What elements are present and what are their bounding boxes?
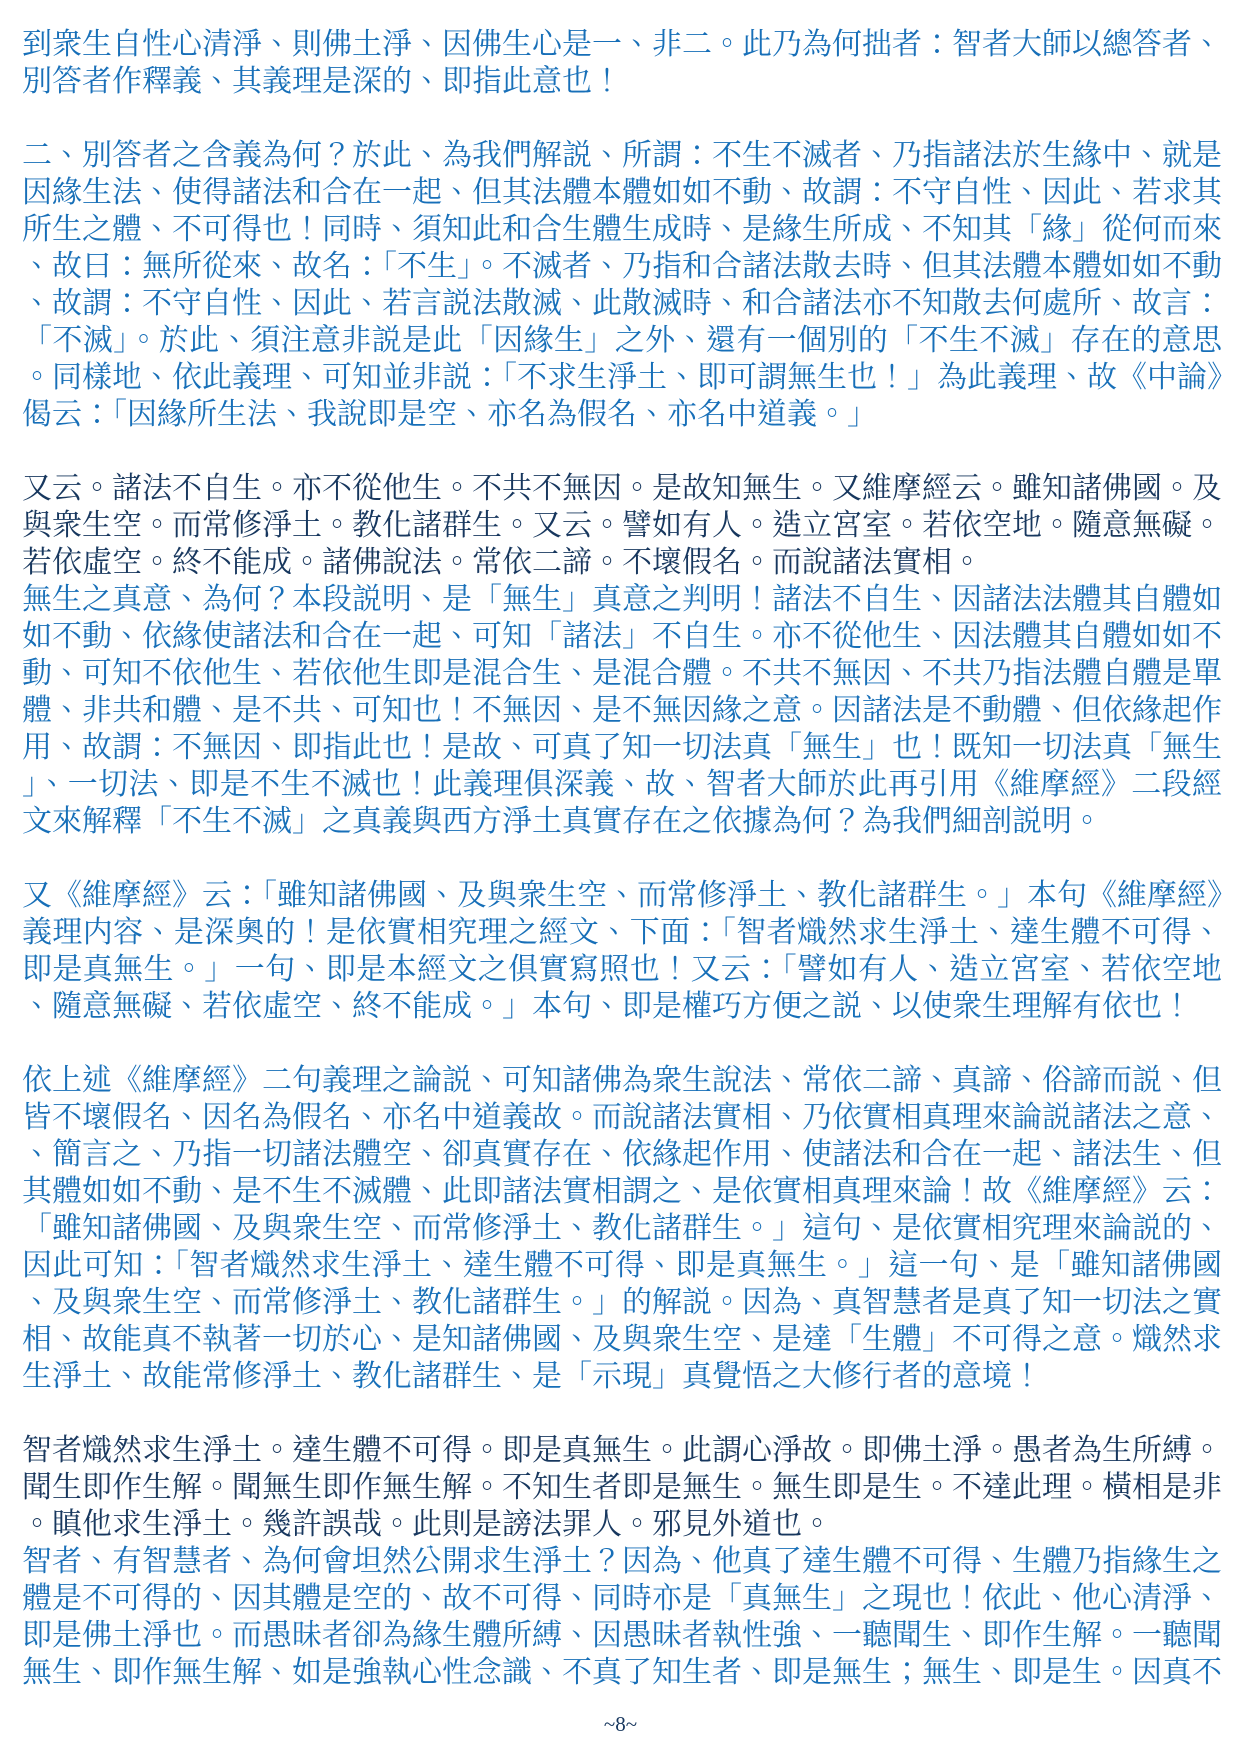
paragraph-commentary-two-truths: 依上述《維摩經》二句義理之論説、可知諸佛為衆生說法、常依二諦、真諦、俗諦而説、但皆不壞假名、因名為假名、亦名中道義故。而說諸法實相、乃依實相真理來論説諸法之意、、簡言之、乃指一切諸法體空、卻真實存在、依緣起作用、使諸法和合在一起、諸法生、但其體如如不動、是不生不滅體、此即諸法實相謂之、是依實相真理來論！故《維摩經》云：「雖知諸佛國、及與衆生空、而常修淨土、教化諸群生。」這句、是依實相究理來論説的、因此可知：「智者熾然求生淨土、達生體不可得、即是真無生。」這一句、是「雖知諸佛國、及與衆生空、而常修淨土、教化諸群生。」的解説。因為、真智慧者是真了知一切法之實相、故能真不執著一切於心、是知諸佛國、及與衆生空、是達「生體」不可得之意。熾然求生淨土、故能常修淨土、教化諸群生、是「示現」真覺悟之大修行者的意境！: [22, 1064, 1222, 1393]
paragraph-intro-summary: 到衆生自性心清淨、則佛土淨、因佛生心是一、非二。此乃為何拙者：智者大師以總答者、別答者作釋義、其義理是深的、即指此意也！: [22, 28, 1222, 98]
paragraph-commentary-true-meaning: 無生之真意、為何？本段説明、是「無生」真意之判明！諸法不自生、因諸法法體其自體如如不動、依緣使諸法和合在一起、可知「諸法」不自生。亦不從他生、因法體其自體如如不動、可知不依他生、若依他生即是混合生、是混合體。不共不無因、不共乃指法體自體是單體、非共和體、是不共、可知也！不無因、是不無因緣之意。因諸法是不動體、但依緣起作用、故謂：不無因、即指此也！是故、可真了知一切法真「無生」也！既知一切法真「無生」、一切法、即是不生不滅也！此義理俱深義、故、智者大師於此再引用《維摩經》二段經文來解釋「不生不滅」之真義與西方淨土真實存在之依據為何？為我們細剖説明。: [22, 583, 1222, 838]
paragraph-sutra-quote-no-birth: 又云。諸法不自生。亦不從他生。不共不無因。是故知無生。又維摩經云。雖知諸佛國。及與衆生空。而常修淨土。教化諸群生。又云。譬如有人。造立宮室。若依空地。隨意無礙。若依虛空。終不能成。諸佛說法。常依二諦。不壞假名。而說諸法實相。: [22, 472, 1222, 579]
paragraph-quote-wise-seek-pureland: 智者熾然求生淨土。達生體不可得。即是真無生。此謂心淨故。即佛土淨。愚者為生所縛。聞生即作生解。聞無生即作無生解。不知生者即是無生。無生即是生。不達此理。橫相是非。瞋他求生淨土。幾許誤哉。此則是謗法罪人。邪見外道也。: [22, 1434, 1222, 1541]
page-number: ~8~: [603, 1712, 638, 1736]
paragraph-commentary-vimalakirti-citation: 又《維摩經》云：「雖知諸佛國、及與衆生空、而常修淨土、教化諸群生。」本句《維摩經》義理内容、是深奧的！是依實相究理之經文、下面：「智者熾然求生淨土、達生體不可得、即是真無生。」一句、即是本經文之俱實寫照也！又云：「譬如有人、造立宮室、若依空地、隨意無礙、若依虛空、終不能成。」本句、即是權巧方便之説、以使衆生理解有依也！: [22, 879, 1222, 1023]
paragraph-section-two-explanation: 二、別答者之含義為何？於此、為我們解説、所謂：不生不滅者、乃指諸法於生緣中、就是因緣生法、使得諸法和合在一起、但其法體本體如如不動、故謂：不守自性、因此、若求其所生之體、不可得也！同時、須知此和合生體生成時、是緣生所成、不知其「緣」從何而來、故曰：無所從來、故名：「不生」。不滅者、乃指和合諸法散去時、但其法體本體如如不動、故謂：不守自性、因此、若言説法散滅、此散滅時、和合諸法亦不知散去何處所、故言：「不滅」。於此、須注意非説是此「因緣生」之外、還有一個別的「不生不滅」存在的意思。同樣地、依此義理、可知並非説：「不求生淨土、即可謂無生也！」為此義理、故《中論》偈云：「因緣所生法、我說即是空、亦名為假名、亦名中道義。」: [22, 139, 1222, 431]
paragraph-commentary-wise-vs-foolish: 智者、有智慧者、為何會坦然公開求生淨土？因為、他真了達生體不可得、生體乃指緣生之體是不可得的、因其體是空的、故不可得、同時亦是「真無生」之現也！依此、他心清淨、即是佛土淨也。而愚昧者卻為緣生體所縛、因愚昧者執性強、一聽聞生、即作生解。一聽聞無生、即作無生解、如是強執心性念識、不真了知生者、即是無生；無生、即是生。因真不: [22, 1545, 1222, 1689]
